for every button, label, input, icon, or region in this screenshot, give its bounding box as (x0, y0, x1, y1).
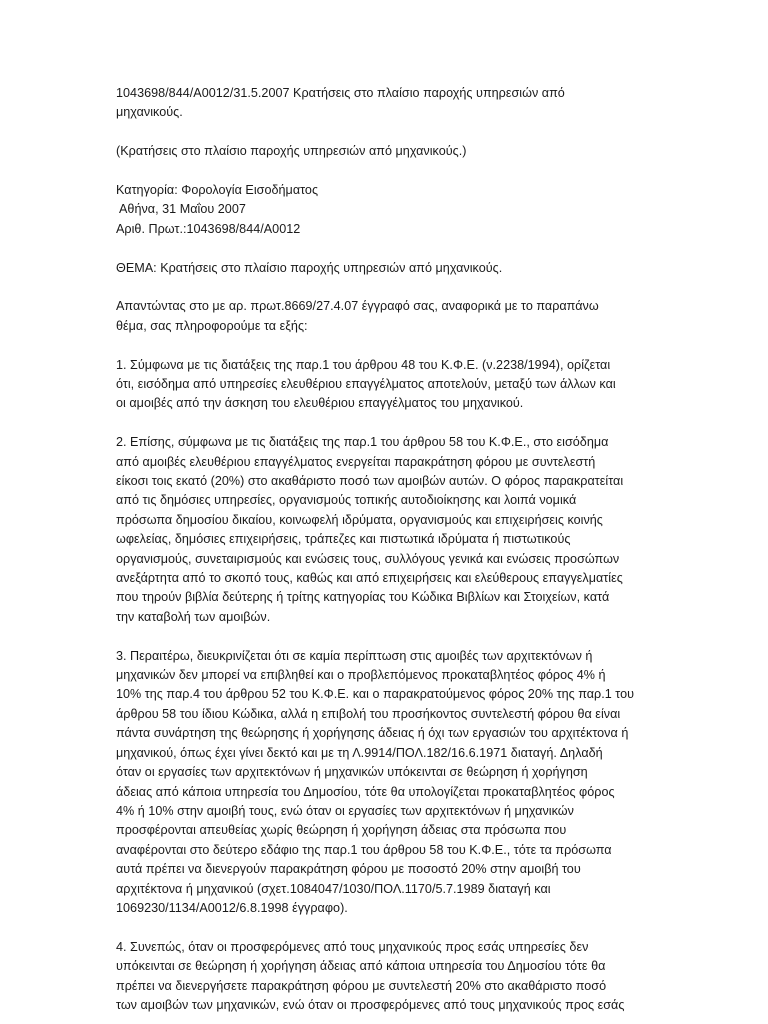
text-line: των αμοιβών των μηχανικών, ενώ όταν οι προσφερόμενες από τους μηχανικούς προς εσάς (116, 997, 625, 1012)
text-line: πάντα συνάρτηση της θεώρησης ή χορήγησης άδειας ή όχι των εργασιών του αρχιτέκτονα ή (116, 726, 629, 741)
text-line: που τηρούν βιβλία δεύτερης ή τρίτης κατηγορίας του Κώδικα Βιβλίων και Στοιχείων, κατά (116, 590, 610, 605)
text-line: αναφέρονται στο δεύτερο εδάφιο της παρ.1 του άρθρου 58 του Κ.Φ.Ε., τότε τα πρόσωπα (116, 842, 612, 857)
paragraph-4 (116, 938, 664, 1016)
text-line: ανεξάρτητα από το σκοπό τους, καθώς και από επιχειρήσεις και ελεύθερους επαγγελματίες (116, 571, 623, 586)
protocol-line: Αριθ. Πρωτ.:1043698/844/Α0012 (116, 221, 301, 236)
title-line: μηχανικούς. (116, 105, 183, 120)
title-line: 1043698/844/Α0012/31.5.2007 Κρατήσεις στο πλαίσιο παροχής υπηρεσιών από (116, 86, 565, 100)
text-line: από αμοιβές ελευθέριου επαγγέλματος ενεργείται παρακράτηση φόρου με συντελεστή (116, 454, 596, 469)
text-line: μηχανικών δεν μπορεί να επιβληθεί και ο προβλεπόμενος προκαταβλητέος φόρος 4% ή (116, 668, 606, 683)
text-line: οργανισμούς, συνεταιρισμούς και ενώσεις τους, συλλόγους γενικά και ενώσεις προσώπων (116, 551, 620, 566)
document-meta (116, 181, 664, 239)
text-line: ότι, εισόδημα από υπηρεσίες ελευθέριου επαγγέλματος αποτελούν, μεταξύ των άλλων και (116, 377, 616, 392)
text-line: 4. Συνεπώς, όταν οι προσφερόμενες από τους μηχανικούς προς εσάς υπηρεσίες δεν (116, 939, 589, 954)
document-subtitle: (Κρατήσεις στο πλαίσιο παροχής υπηρεσιών από μηχανικούς.) (116, 144, 467, 159)
text-line: θέμα, σας πληροφορούμε τα εξής: (116, 318, 308, 333)
text-line: προσφέρονται απευθείας χωρίς θεώρηση ή χορήγηση άδειας στα πρόσωπα που (116, 823, 567, 838)
date-line: Αθήνα, 31 Μαΐου 2007 (119, 202, 246, 217)
text-line: μηχανικού, όπως έχει γίνει δεκτό και με τη Λ.9914/ΠΟΛ.182/16.6.1971 διαταγή. Δηλαδή (116, 745, 603, 760)
text-line: 4% ή 10% στην αμοιβή τους, ενώ όταν οι εργασίες των αρχιτεκτόνων ή μηχανικών (116, 803, 574, 818)
text-line: την καταβολή των αμοιβών. (116, 609, 271, 624)
text-line: υπόκεινται σε θεώρηση ή χορήγηση άδειας από κάποια υπηρεσία του Δημοσίου τότε θα (116, 959, 606, 974)
text-line: 2. Επίσης, σύμφωνα με τις διατάξεις της παρ.1 του άρθρου 58 του Κ.Φ.Ε., στο εισόδημα (116, 435, 609, 450)
text-line: οι αμοιβές από την άσκηση του ελευθέριου επαγγέλματος του μηχανικού. (116, 396, 524, 411)
text-line: άδειας από κάποια υπηρεσία του Δημοσίου, τότε θα υπολογίζεται προκαταβλητέος φόρος (116, 784, 615, 799)
intro-paragraph (116, 297, 664, 336)
text-line: 1. Σύμφωνα με τις διατάξεις της παρ.1 του άρθρου 48 του Κ.Φ.Ε. (ν.2238/1994), ορίζεται (116, 357, 611, 372)
text-line: αρχιτέκτονα ή μηχανικού (σχετ.1084047/1030/ΠΟΛ.1170/5.7.1989 διαταγή και (116, 881, 551, 896)
text-line: είκοσι τοις εκατό (20%) στο ακαθάριστο ποσό των αμοιβών αυτών. Ο φόρος παρακρατείται (116, 474, 624, 489)
text-line: από τις δημόσιες υπηρεσίες, οργανισμούς τοπικής αυτοδιοίκησης και λοιπά νομικά (116, 493, 577, 508)
paragraph-2 (116, 433, 664, 627)
text-line: 1069230/1134/Α0012/6.8.1998 έγγραφο). (116, 900, 348, 915)
category-line: Κατηγορία: Φορολογία Εισοδήματος (116, 183, 319, 197)
text-line: ωφελείας, δημόσιες επιχειρήσεις, τράπεζες και πιστωτικά ιδρύματα ή πιστωτικούς (116, 532, 571, 547)
text-line: όταν οι εργασίες των αρχιτεκτόνων ή μηχανικών υπόκεινται σε θεώρηση ή χορήγηση (116, 765, 588, 780)
text-line: Απαντώντας στο με αρ. πρωτ.8669/27.4.07 έγγραφό σας, αναφορικά με το παραπάνω (116, 299, 599, 314)
document-title (116, 84, 664, 123)
text-line: αυτά πρέπει να διενεργούν παρακράτηση φόρου με ποσοστό 20% στην αμοιβή του (116, 862, 581, 877)
text-line: πρόσωπα δημοσίου δικαίου, κοινωφελή ιδρύματα, οργανισμούς και επιχειρήσεις κοινής (116, 512, 603, 527)
document-body (116, 84, 664, 1015)
text-line: άρθρου 58 του ίδιου Κώδικα, αλλά η επιβολή του προσήκοντος συντελεστή φόρου θα είναι (116, 706, 621, 721)
paragraph-3 (116, 647, 664, 919)
subject-line: ΘΕΜΑ: Κρατήσεις στο πλαίσιο παροχής υπηρεσιών από μηχανικούς. (116, 260, 503, 275)
paragraph-1 (116, 356, 664, 414)
text-line: 3. Περαιτέρω, διευκρινίζεται ότι σε καμία περίπτωση στις αμοιβές των αρχιτεκτόνων ή (116, 648, 593, 663)
text-line: πρέπει να διενεργήσετε παρακράτηση φόρου με συντελεστή 20% στο ακαθάριστο ποσό (116, 978, 607, 993)
text-line: 10% της παρ.4 του άρθρου 52 του Κ.Φ.Ε. και ο παρακρατούμενος φόρος 20% της παρ.1 του (116, 687, 635, 702)
